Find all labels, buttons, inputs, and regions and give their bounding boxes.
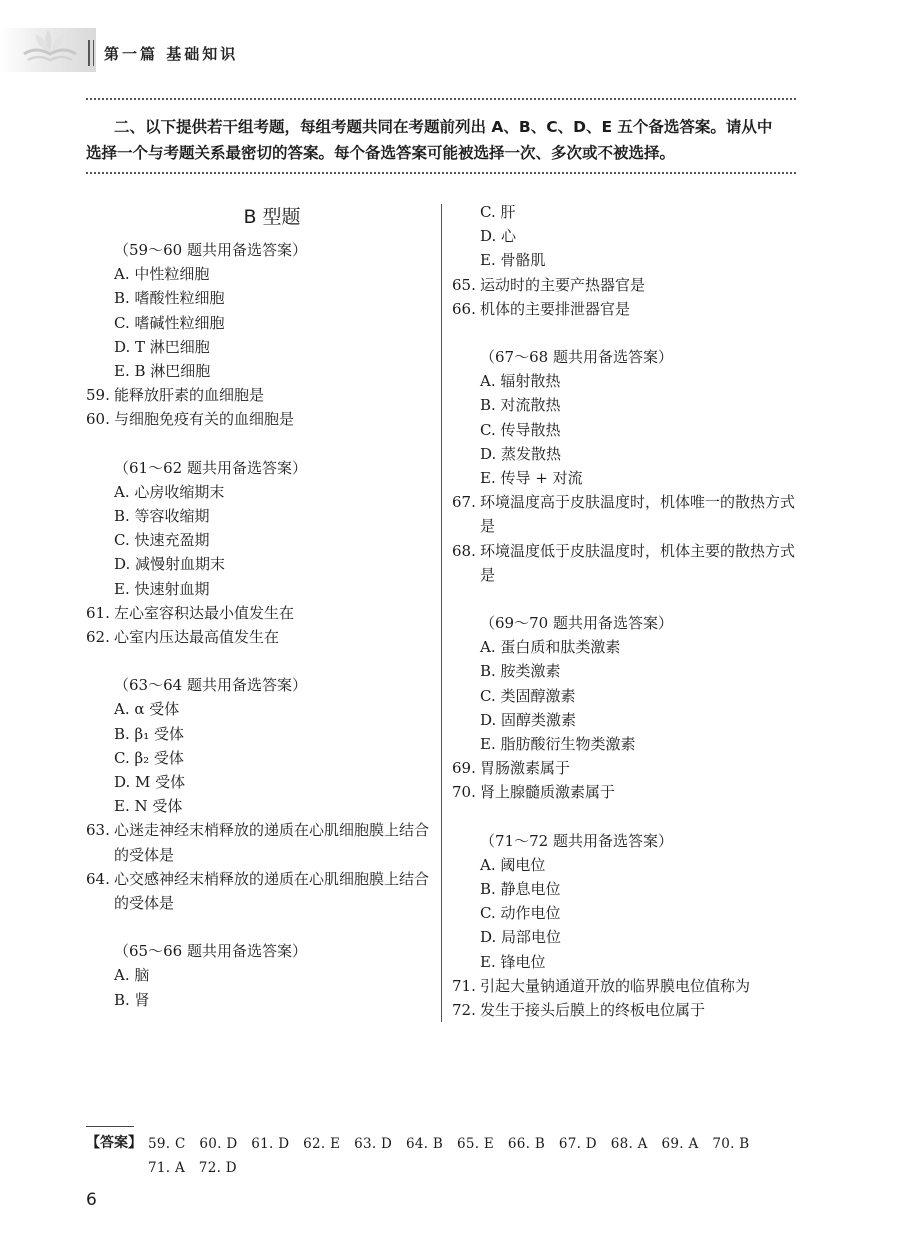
book-logo-icon <box>18 24 82 70</box>
group-intro: （67～68 题共用备选答案） <box>480 348 673 367</box>
question-item <box>452 756 802 780</box>
question-number: 65. <box>452 275 476 294</box>
question-item <box>86 867 438 915</box>
question-number: 71. <box>452 976 476 995</box>
question-number: 64. <box>86 869 110 888</box>
answer-option: B. 肾 <box>114 990 150 1009</box>
answer-option: A. 脑 <box>114 966 150 985</box>
answer-option: D. 减慢射血期末 <box>114 555 226 574</box>
question-text: 引起大量钠通道开放的临界膜电位值称为 <box>480 976 751 995</box>
header-divider <box>93 40 94 66</box>
answer-option: C. 类固醇激素 <box>480 686 576 705</box>
answer-option: D. 固醇类激素 <box>480 710 577 729</box>
question-number: 60. <box>86 410 110 429</box>
answer-option: C. 快速充盈期 <box>114 531 210 550</box>
answer-option: A. 蛋白质和肽类激素 <box>480 638 621 657</box>
answer-option: A. 心房收缩期末 <box>114 482 225 501</box>
question-text: 环境温度低于皮肤温度时，机体主要的散热方式是 <box>480 541 796 584</box>
answer-option: D. 蒸发散热 <box>480 444 562 463</box>
question-number: 68. <box>452 541 476 560</box>
question-item <box>86 407 438 431</box>
question-item <box>452 297 802 321</box>
answer-option: E. 快速射血期 <box>114 579 210 598</box>
group-spacer <box>452 805 802 829</box>
answers-label-rule <box>86 1126 134 1127</box>
question-text: 发生于接头后膜上的终板电位属于 <box>480 1001 706 1020</box>
question-text: 环境温度高于皮肤温度时，机体唯一的散热方式是 <box>480 493 796 536</box>
question-number: 62. <box>86 628 110 647</box>
answer-option: E. 脂肪酸衍生物类激素 <box>480 735 636 754</box>
answer-option: C. 肝 <box>480 203 516 221</box>
question-number: 66. <box>452 299 476 318</box>
question-item <box>452 974 802 998</box>
section-title: B 型题 <box>243 206 301 228</box>
header-divider <box>88 40 90 66</box>
answer-option: C. β₂ 受体 <box>114 748 184 767</box>
answer-option: A. 辐射散热 <box>480 372 561 391</box>
answer-option: D. T 淋巴细胞 <box>114 337 210 356</box>
running-header-title: 第一篇 基础知识 <box>104 45 239 63</box>
answers-label-text: 【答案】 <box>86 1135 142 1151</box>
answer-option: B. 对流散热 <box>480 396 561 415</box>
left-column <box>86 200 438 1012</box>
page-number: 6 <box>86 1190 97 1210</box>
right-column <box>452 200 802 1022</box>
answer-option: E. 锋电位 <box>480 952 546 971</box>
answer-option: C. 嗜碱性粒细胞 <box>114 313 225 332</box>
group-intro: （61～62 题共用备选答案） <box>114 458 307 477</box>
dotted-rule-bottom <box>86 172 796 174</box>
instructions-line-2: 选择一个与考题关系最密切的答案。每个备选答案可能被选择一次、多次或不被选择。 <box>86 144 676 162</box>
group-intro: （63～64 题共用备选答案） <box>114 676 307 695</box>
question-number: 69. <box>452 759 476 778</box>
question-item <box>452 490 802 538</box>
question-number: 61. <box>86 603 110 622</box>
question-text: 左心室容积达最小值发生在 <box>114 603 295 622</box>
question-item <box>86 818 438 866</box>
group-spacer <box>452 587 802 611</box>
answer-option: D. M 受体 <box>114 773 186 792</box>
question-text: 肾上腺髓质激素属于 <box>480 783 616 802</box>
column-divider <box>441 204 442 1022</box>
answer-option: B. 等容收缩期 <box>114 507 210 526</box>
group-intro: （71～72 题共用备选答案） <box>480 831 673 850</box>
answer-option: C. 传导散热 <box>480 420 561 439</box>
answers-line-1: 59. C 60. D 61. D 62. E 63. D 64. B 65. E 66. B 67. D 68. A 69. A 70. B <box>148 1136 750 1152</box>
answer-option: E. B 淋巴细胞 <box>114 362 211 381</box>
question-number: 70. <box>452 783 476 802</box>
group-intro: （69～70 题共用备选答案） <box>480 614 673 633</box>
group-intro: （65～66 题共用备选答案） <box>114 942 307 961</box>
question-text: 心室内压达最高值发生在 <box>114 628 280 647</box>
answer-option: B. 胺类激素 <box>480 662 561 681</box>
group-spacer <box>86 649 438 673</box>
question-item <box>86 601 438 625</box>
answer-option: A. 阈电位 <box>480 855 546 874</box>
question-number: 63. <box>86 821 110 840</box>
answer-option: E. N 受体 <box>114 797 183 816</box>
answer-option: C. 动作电位 <box>480 904 561 923</box>
question-number: 59. <box>86 386 110 405</box>
question-text: 心交感神经末梢释放的递质在心肌细胞膜上结合的受体是 <box>114 869 430 913</box>
question-text: 运动时的主要产热器官是 <box>480 275 646 294</box>
answer-option: E. 传导 + 对流 <box>480 469 583 488</box>
group-spacer <box>86 915 438 939</box>
question-text: 心迷走神经末梢释放的递质在心肌细胞膜上结合的受体是 <box>114 821 430 864</box>
dotted-rule-top <box>86 98 796 100</box>
question-item <box>452 273 802 297</box>
section-instructions <box>86 114 798 166</box>
group-intro: （59～60 题共用备选答案） <box>114 241 307 259</box>
answers-label <box>86 1132 142 1152</box>
answer-option: A. α 受体 <box>114 700 180 719</box>
answer-option: B. β₁ 受体 <box>114 724 185 743</box>
question-text: 与细胞免疫有关的血细胞是 <box>114 410 295 429</box>
question-text: 机体的主要排泄器官是 <box>480 299 631 318</box>
question-number: 72. <box>452 1001 476 1020</box>
question-item <box>86 383 438 407</box>
answer-option: E. 骨骼肌 <box>480 251 546 270</box>
question-item <box>452 780 802 804</box>
answer-option: B. 嗜酸性粒细胞 <box>114 289 225 308</box>
question-text: 胃肠激素属于 <box>480 759 571 778</box>
question-item <box>452 539 802 587</box>
answer-option: D. 心 <box>480 227 517 246</box>
answer-option: D. 局部电位 <box>480 928 562 947</box>
answer-option: A. 中性粒细胞 <box>114 265 210 284</box>
answer-option: B. 静息电位 <box>480 880 561 899</box>
question-item <box>452 998 802 1022</box>
question-number: 67. <box>452 493 476 512</box>
answers-line-2: 71. A 72. D <box>148 1160 237 1176</box>
instructions-line-1: 二、以下提供若干组考题，每组考题共同在考题前列出 A、B、C、D、E 五个备选答案。请从中 <box>114 118 773 136</box>
group-spacer <box>452 321 802 345</box>
question-item <box>86 625 438 649</box>
question-text: 能释放肝素的血细胞是 <box>114 386 265 405</box>
group-spacer <box>86 432 438 456</box>
